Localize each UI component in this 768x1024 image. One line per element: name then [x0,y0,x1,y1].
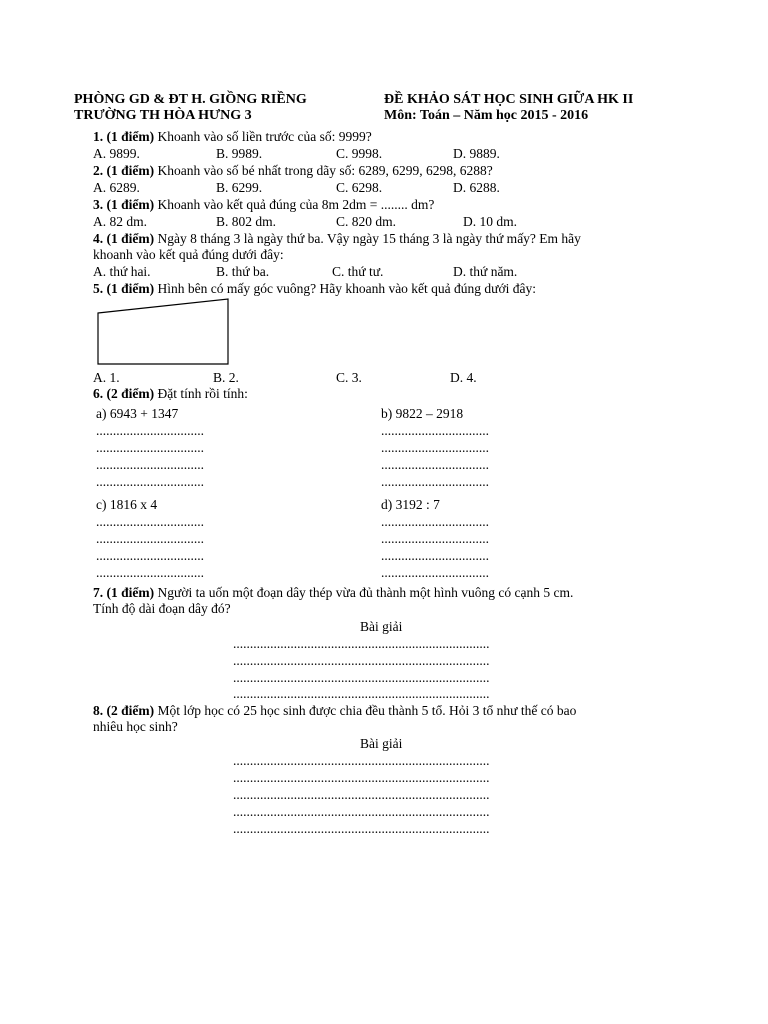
question-6 [93,386,248,402]
calc-c-label: c) 1816 x 4 [96,497,158,512]
question-7 [93,585,573,601]
calc-d-label: d) 3192 : 7 [381,497,440,512]
q7-answer-line[interactable]: ............................................................................ [233,670,490,685]
calc-c-line[interactable]: ................................ [96,531,204,546]
q7-answer-line[interactable]: ............................................................................ [233,636,490,651]
q3-option-b[interactable]: B. 802 dm. [216,214,277,229]
q8-answer-line[interactable]: ............................................................................ [233,787,490,802]
calc-b-line[interactable]: ................................ [381,440,489,455]
q7-answer-line[interactable]: ............................................................................ [233,686,490,701]
calc-d-line[interactable]: ................................ [381,565,489,580]
question-4-number: 4. (1 điểm) [93,231,155,246]
q1-option-c[interactable]: C. 9998. [336,146,383,161]
q4-option-c[interactable]: C. thứ tư. [332,264,384,279]
question-7-number: 7. (1 điểm) [93,585,155,600]
calc-d-line[interactable]: ................................ [381,548,489,563]
q4-option-a[interactable]: A. thứ hai. [93,264,151,279]
calc-c-line[interactable]: ................................ [96,565,204,580]
calc-a-line[interactable]: ................................ [96,423,204,438]
question-8-number: 8. (2 điểm) [93,703,155,718]
calc-b-label: b) 9822 – 2918 [381,406,464,421]
q8-answer-line[interactable]: ............................................................................ [233,821,490,836]
header-department: PHÒNG GD & ĐT H. GIỒNG RIỀNG [74,92,307,107]
q1-option-b[interactable]: B. 9989. [216,146,263,161]
question-8 [93,703,576,719]
q2-option-c[interactable]: C. 6298. [336,180,383,195]
question-4-text: Ngày 8 tháng 3 là ngày thứ ba. Vậy ngày 15 tháng 3 là ngày thứ mấy? Em hãy [154,231,581,246]
question-1-text: Khoanh vào số liền trước của số: 9999? [154,129,372,144]
question-5-number: 5. (1 điểm) [93,281,155,296]
calc-d-line[interactable]: ................................ [381,514,489,529]
calc-a-label: a) 6943 + 1347 [96,406,179,421]
calc-a-line[interactable]: ................................ [96,474,204,489]
q3-option-c[interactable]: C. 820 dm. [336,214,397,229]
header-subject-year: Môn: Toán – Năm học 2015 - 2016 [384,108,589,123]
q8-answer-line[interactable]: ............................................................................ [233,753,490,768]
question-7-text: Người ta uốn một đoạn dây thép vừa đủ thành một hình vuông có cạnh 5 cm. [154,585,574,600]
question-4 [93,231,581,247]
q5-option-c[interactable]: C. 3. [336,370,362,385]
question-1-number: 1. (1 điểm) [93,129,155,144]
q3-option-a[interactable]: A. 82 dm. [93,214,147,229]
q5-option-b[interactable]: B. 2. [213,370,239,385]
question-4-text-cont: khoanh vào kết quả đúng dưới đây: [93,247,284,262]
q4-option-d[interactable]: D. thứ năm. [453,264,518,279]
q5-option-a[interactable]: A. 1. [93,370,120,385]
calc-a-line[interactable]: ................................ [96,440,204,455]
question-2-text: Khoanh vào số bé nhất trong dãy số: 6289, 6299, 6298, 6288? [154,163,493,178]
question-2 [93,163,493,179]
header-exam-title: ĐỀ KHẢO SÁT HỌC SINH GIỮA HK II [384,92,634,107]
q1-option-a[interactable]: A. 9899. [93,146,140,161]
q8-answer-line[interactable]: ............................................................................ [233,804,490,819]
question-5-text: Hình bên có mấy góc vuông? Hãy khoanh vào kết quả đúng dưới đây: [154,281,536,296]
question-7-text-cont: Tính độ dài đoạn dây đó? [93,601,231,616]
calc-c-line[interactable]: ................................ [96,548,204,563]
question-8-text-cont: nhiêu học sinh? [93,719,178,734]
header-school: TRƯỜNG TH HÒA HƯNG 3 [74,108,252,123]
q2-option-d[interactable]: D. 6288. [453,180,500,195]
question-5 [93,281,536,297]
quadrilateral-figure [94,296,232,368]
q7-answer-line[interactable]: ............................................................................ [233,653,490,668]
question-2-number: 2. (1 điểm) [93,163,155,178]
q2-option-b[interactable]: B. 6299. [216,180,263,195]
calc-b-line[interactable]: ................................ [381,457,489,472]
question-1 [93,129,372,145]
question-6-number: 6. (2 điểm) [93,386,155,401]
q8-answer-line[interactable]: ............................................................................ [233,770,490,785]
q3-option-d[interactable]: D. 10 dm. [463,214,517,229]
question-3-text: Khoanh vào kết quả đúng của 8m 2dm = ........ dm? [154,197,435,212]
calc-c-line[interactable]: ................................ [96,514,204,529]
calc-d-line[interactable]: ................................ [381,531,489,546]
question-8-text: Một lớp học có 25 học sinh được chia đều thành 5 tổ. Hỏi 3 tổ như thế có bao [154,703,577,718]
q8-solution-title: Bài giải [360,736,403,751]
q4-option-b[interactable]: B. thứ ba. [216,264,270,279]
q5-option-d[interactable]: D. 4. [450,370,477,385]
calc-b-line[interactable]: ................................ [381,474,489,489]
question-6-text: Đặt tính rồi tính: [154,386,248,401]
q7-solution-title: Bài giải [360,619,403,634]
question-3 [93,197,434,213]
question-3-number: 3. (1 điểm) [93,197,155,212]
calc-a-line[interactable]: ................................ [96,457,204,472]
calc-b-line[interactable]: ................................ [381,423,489,438]
q2-option-a[interactable]: A. 6289. [93,180,140,195]
q1-option-d[interactable]: D. 9889. [453,146,500,161]
